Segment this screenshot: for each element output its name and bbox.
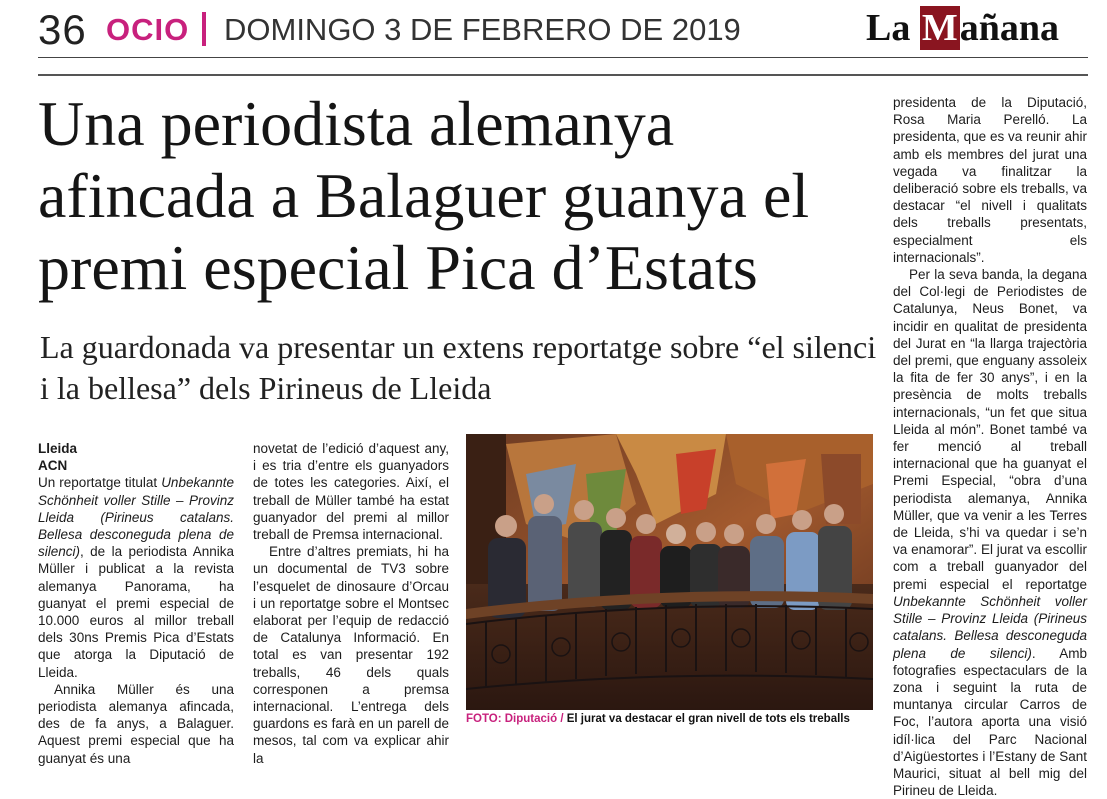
paragraph-text: Per la seva banda, la degana del Col·legi de Periodistes de Catalunya, Neus Bonet, va incidir en qualitat de presidenta del Jurat en “la llarga trajectòria del premi, que enguany assoleix la fita de fer 30 anys”, i en la presència de molts treballs internacionals, “un fet que situa Lleida al món”. Bonet també va fer menció al treball internacional que ha guanyat el Premi Especial, “obra d’una periodista alemanya, Annika Müller, que va venir a les Terres de Lleida, s’hi va quedar i se’n va enamorar”. El jurat va escollir com a treball guanyador del premi especial el reportatge xyxy=(893,267,1087,592)
headline: Una periodista alemanya afincada a Balaguer guanya el premi especial Pica d’Estats xyxy=(38,88,810,303)
dateline-agency: ACN xyxy=(38,458,68,474)
photo-credit: FOTO: Diputació / xyxy=(466,713,564,725)
article-column-2 xyxy=(253,440,449,767)
caption-text: El jurat va destacar el gran nivell de tots els treballs xyxy=(563,713,850,725)
jury-photo-image xyxy=(466,434,873,710)
subheadline: La guardonada va presentar un extens reportatge sobre “el silenci i la bellesa” dels Pirineus de Lleida xyxy=(40,329,877,406)
jury-photo xyxy=(466,434,873,710)
paragraph-text: , de la periodista Annika Müller i publicat a la revista alemanya Panorama, ha guanyat el premi especial de 10.000 euros al millor treball dels 30ns Premis Pica d’Estats que atorga la Diputació de Lleida. xyxy=(38,544,234,680)
logo-letter-box: M xyxy=(921,7,958,49)
section-divider xyxy=(202,12,206,46)
newspaper-logo xyxy=(866,6,1059,50)
paragraph: novetat de l’edició d’aquest any, i es tria d’entre els guanyadors de totes les categories. Així, el treball de Müller també ha estat guanyador del premi al millor treball de Premsa internacional. xyxy=(253,441,449,543)
logo-text-post: añana xyxy=(959,7,1060,49)
page-number: 36 xyxy=(38,6,87,53)
paragraph: Annika Müller és una periodista alemanya afincada, des de fa anys, a Balaguer. Aquest premi especial que ha guanyat és una xyxy=(38,681,234,766)
paragraph: Entre d’altres premiats, hi ha un documental de TV3 sobre l’esquelet de dinosaure d’Orcau i un reportatge sobre el Montsec elaborat per l’equip de redacció de Catalunya Informació. En total es van presentar 192 treballs, 46 dels quals corresponen a premsa internacional. L’entrega dels guardons es farà en un parell de mesos, tal com va explicar ahir la xyxy=(253,544,449,766)
dateline-place: Lleida xyxy=(38,441,78,456)
photo-caption xyxy=(466,713,886,725)
section-name: OCIO xyxy=(106,12,190,47)
paragraph xyxy=(893,266,1087,799)
article-column-1 xyxy=(38,440,234,767)
logo-text-pre: La xyxy=(866,7,920,49)
header-rule-top xyxy=(38,57,1088,58)
paragraph-text: Un reportatge titulat xyxy=(38,475,162,491)
issue-date: DOMINGO 3 DE FEBRERO DE 2019 xyxy=(224,12,741,47)
paragraph-text: . Amb fotografies espectaculars de la zona i seguint la ruta de muntanya circular Carros de Foc, l’autora aporta una visió idíl·lica del Parc Nacional d’Aigüestortes i l’Estany de Sant Maurici, situat al bell mig del Pirineu de Lleida. xyxy=(893,645,1087,799)
masthead xyxy=(0,0,1107,78)
report-title: Unbekannte Schönheit voller Stille – Provinz Lleida (Pirineus catalans. Bellesa desconeguda plena de silenci) xyxy=(38,475,234,560)
report-title: Unbekannte Schönheit voller Stille – Provinz Lleida (Pirineus catalans. Bellesa desconeguda plena de silenci) xyxy=(893,593,1087,661)
header-rule-bottom xyxy=(38,74,1088,76)
paragraph xyxy=(38,474,234,680)
paragraph: presidenta de la Diputació, Rosa Maria Perelló. La presidenta, que es va reunir ahir amb els membres del jurat una vegada va finalitzar la deliberació sobre els treballs, va destacar “el nivell i qualitats dels treballs presentats, especialment els internacionals”. xyxy=(893,95,1087,265)
article-column-4 xyxy=(893,94,1087,799)
